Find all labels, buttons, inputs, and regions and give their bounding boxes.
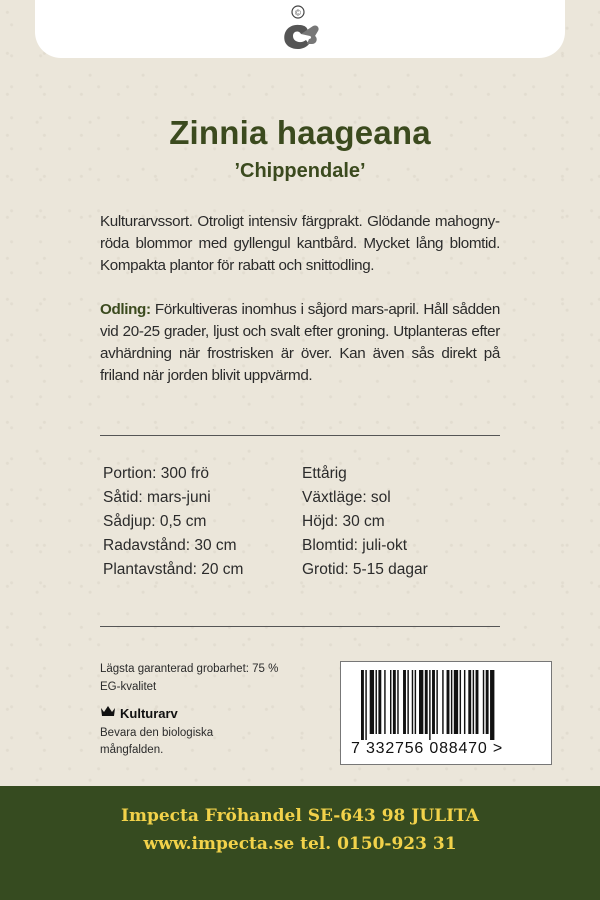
barcode-bar [473,670,474,734]
barcode-bar [454,670,458,734]
fact-location: Växtläge: sol [302,489,391,506]
barcode-bar [378,670,381,734]
barcode-bar [425,670,428,734]
barcode-number: 7 332756 088470 > [351,740,503,757]
barcode-bar [419,670,423,734]
barcode-bar [490,670,494,740]
heritage-label: Kulturarv [120,705,178,721]
fact-sowing-time: Såtid: mars-juni [103,489,211,506]
barcode-bar [451,670,452,734]
barcode-bar [476,670,479,734]
heritage-slogan-line1: Bevara den biologiska [100,727,214,739]
heritage-slogan-line2: mångfalden. [100,744,164,756]
fact-sowing-depth: Sådjup: 0,5 cm [103,513,207,530]
barcode-bar [464,670,465,734]
product-title: Zinnia haageana [169,114,431,151]
barcode-bar [397,670,398,734]
divider-bottom [100,626,500,627]
footer-band [0,786,600,900]
barcode-bar [436,670,437,734]
fact-germination-time: Grotid: 5-15 dagar [302,561,428,578]
barcode [340,661,552,765]
barcode-bar [429,670,430,740]
barcode-bar [483,670,484,734]
barcode-bar [384,670,385,734]
barcode-bar [468,670,471,734]
divider-top [100,435,500,436]
cultivation-paragraph [100,299,500,387]
germination-rate: Lägsta garanterad grobarhet: 75 % [100,663,279,675]
barcode-bar [393,670,396,734]
fact-bloom-time: Blomtid: juli-okt [302,537,408,554]
facts-right-column [302,462,428,582]
impecta-logo-icon [279,4,323,54]
fact-plant-spacing: Plantavstånd: 20 cm [103,561,244,578]
fact-portion: Portion: 300 frö [103,465,209,482]
fact-row-spacing: Radavstånd: 30 cm [103,537,237,554]
barcode-bar [390,670,391,734]
fact-height: Höjd: 30 cm [302,513,385,530]
barcode-bar [442,670,443,734]
barcode-bar [403,670,406,734]
footer-address: Impecta Fröhandel SE-643 98 JULITA [121,806,479,826]
barcode-bar [376,670,377,734]
barcode-bars [341,662,551,740]
description-text: Kulturarvssort. Otroligt intensiv färgprakt. Glödande mahognyröda blommor med gyllengul kantbård. Mycket lång blomtid. Kompakta plantor för rabatt och snittodling. [100,213,500,274]
variety-name: ’Chippendale’ [234,160,366,182]
quality-label: EG-kvalitet [100,681,157,693]
barcode-bar [407,670,408,734]
crown-icon [100,704,116,722]
fact-lifecycle: Ettårig [302,465,347,482]
barcode-bar [361,670,364,740]
barcode-bar [412,670,413,734]
footer-contact: www.impecta.se tel. 0150-923 31 [143,834,457,854]
cultivation-text: Förkultiveras inomhus i såjord mars-april. Håll sådden vid 20-25 grader, ljust och svalt efter groning. Utplanteras efter avhärdning när frostrisken är över. Kan även sås direkt på friland när jorden blivit uppvärmd. [100,301,500,384]
facts-left-column [103,462,243,582]
barcode-bar [486,670,489,734]
heritage-badge [100,703,178,723]
barcode-bar [432,670,435,734]
cultivation-label: Odling: [100,301,151,318]
barcode-bar [365,670,366,740]
barcode-bar [415,670,416,734]
barcode-bar [460,670,461,734]
barcode-bar [370,670,374,734]
barcode-bar [447,670,450,734]
copyright-symbol: © [295,8,301,18]
